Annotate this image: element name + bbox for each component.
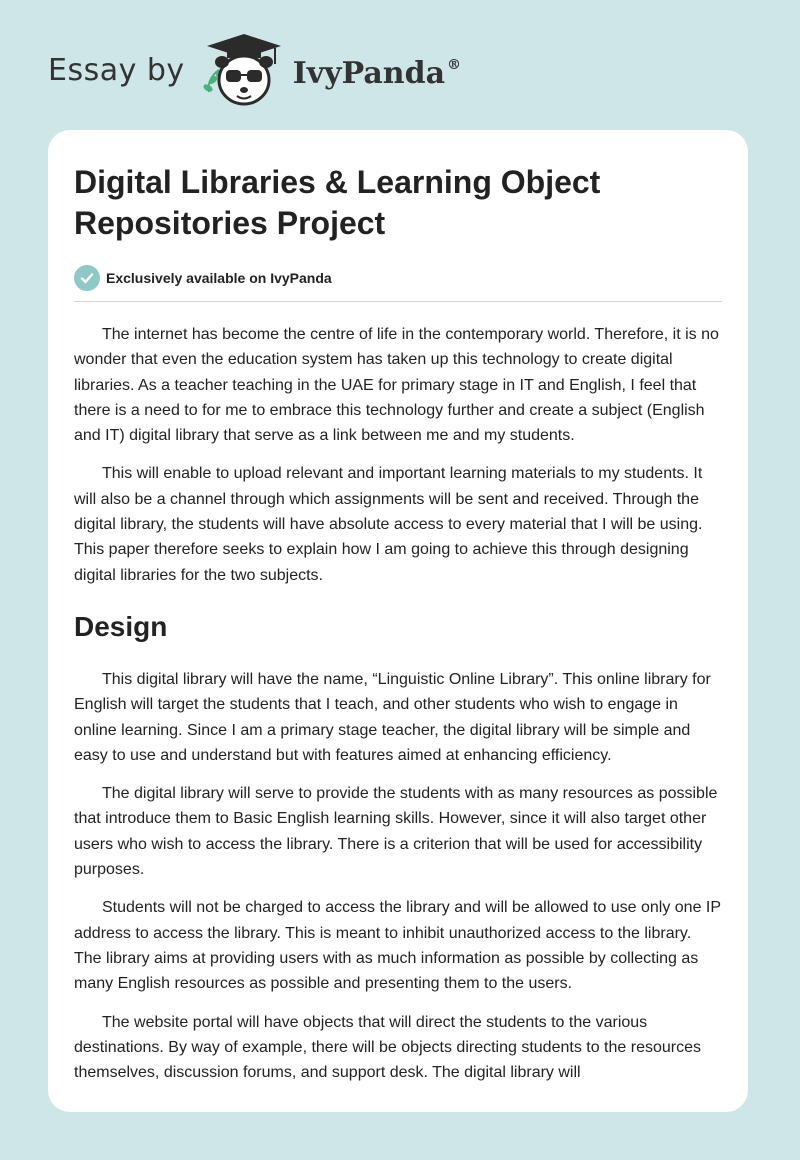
paragraph: Students will not be charged to access the library and will be allowed to use only one IP address to access the library. This is meant to inhibit unauthorized access to the library. The library aims at providing users with as much information as possible by collecting as many English resources as possible and presenting them to the users. bbox=[74, 899, 721, 993]
exclusive-badge bbox=[74, 264, 722, 292]
article-title: Digital Libraries & Learning Object Repositories Project bbox=[74, 164, 601, 241]
brand-name[interactable]: IvyPanda ® bbox=[292, 55, 462, 91]
registered-mark: ® bbox=[447, 56, 462, 73]
paragraph: The internet has become the centre of life in the contemporary world. Therefore, it is no wonder that even the education system has taken up this technology to create digital libraries. As a teacher teaching in the UAE for primary stage in IT and English, I feel that there is a need to for me to embrace this technology further and create a subject (English and IT) digital library that serve as a link between me and my students. bbox=[74, 326, 719, 445]
paragraph: The website portal will have objects that will direct the students to the various destinations. By way of example, there will be objects directing students to the resources themselves, discussion forums, and support desk. The digital library will bbox=[74, 1013, 701, 1082]
paragraph: This will enable to upload relevant and important learning materials to my students. It will also be a channel through which assignments will be sent and received. Through the digital library, the students will have absolute access to every material that I will be using. This paper therefore seeks to explain how I am going to achieve this through designing digital libraries for the two subjects. bbox=[74, 465, 703, 584]
divider bbox=[74, 301, 722, 302]
essay-by-label: Essay by bbox=[48, 52, 185, 88]
article-card bbox=[48, 130, 748, 1112]
paragraph: The digital library will serve to provide the students with as many resources as possible that introduce them to Basic English learning skills. However, since it will also target other users who wish to access the library. There is a criterion that will be used for accessibility purposes. bbox=[74, 785, 718, 879]
checkmark-icon bbox=[74, 265, 100, 291]
exclusive-label: Exclusively available on IvyPanda bbox=[106, 270, 332, 286]
paragraph: This digital library will have the name, “Linguistic Online Library”. This online library for English will target the students that I teach, and other students who wish to engage in online learning. Since I am a primary stage teacher, the digital library will be simple and easy to use and understand but with features aimed at enhancing efficiency. bbox=[74, 670, 711, 764]
section-heading-design: Design bbox=[74, 610, 168, 642]
ivypanda-logo-icon[interactable] bbox=[199, 30, 289, 110]
site-header bbox=[48, 30, 568, 110]
